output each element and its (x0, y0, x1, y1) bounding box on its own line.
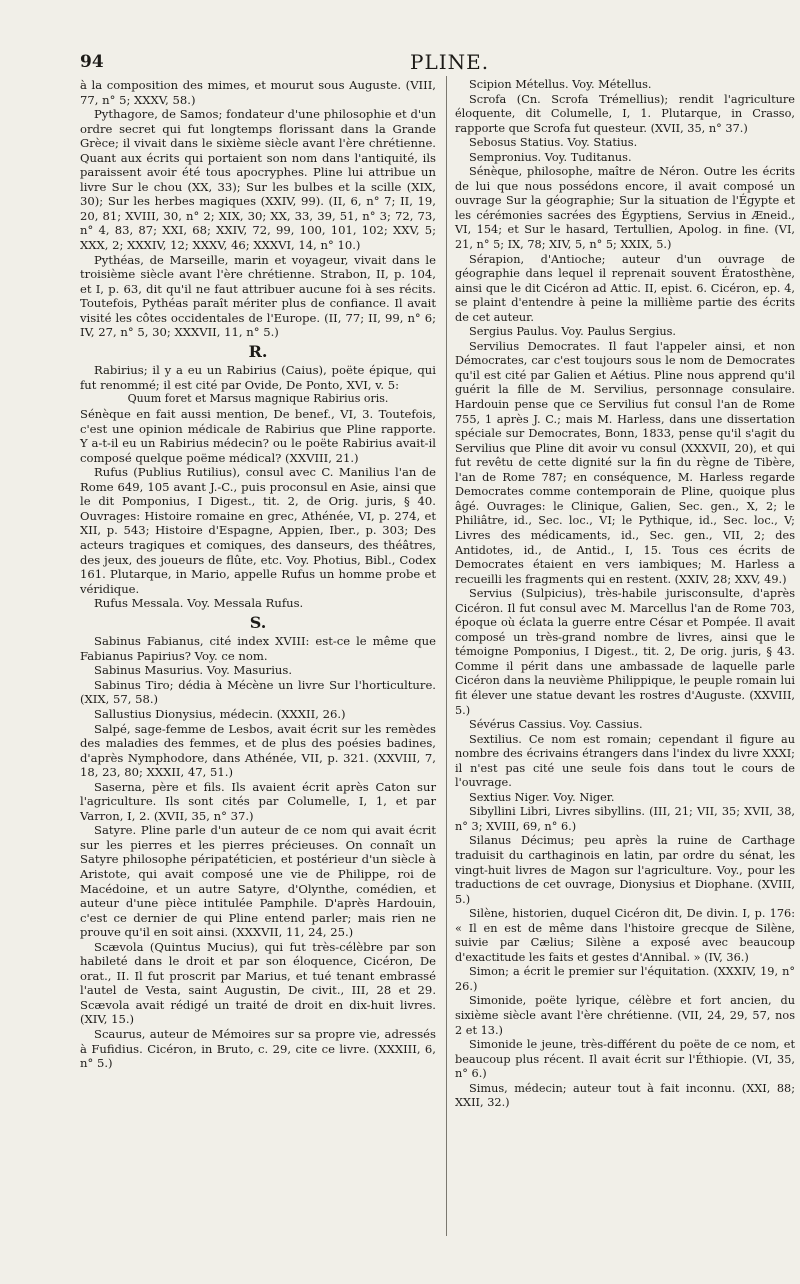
entry-paragraph: Sextilius. Ce nom est romain; cependant il figure au nombre des écrivains étrangers dans l'index du livre XXXI; il n'est pas cité une seule fois dans tout le cours de l'ouvrage. (455, 732, 795, 790)
entry-paragraph: Pythéas, de Marseille, marin et voyageur, vivait dans le troisième siècle avant l'ère chrétienne. Strabon, II, p. 104, et I, p. 63, dit qu'il ne faut attribuer aucune foi à ses récits. Toutefois, Pythéas paraît mériter plus de confiance. Il avait visité les côtes occidentales de l'Europe. (II, 77; II, 99, n° 6; IV, 27, n° 5, 30; XXXVII, 11, n° 5.) (80, 252, 436, 340)
entry-paragraph: Sallustius Dionysius, médecin. (XXXII, 26.) (94, 706, 346, 721)
entry-paragraph: Silène, historien, duquel Cicéron dit, De divin. I, p. 176: « Il en est de même dans l'histoire grecque de Silène, suivie par Cælius; Silène a exposé avec beaucoup d'exactitude les faits et gestes d'Annibal. » (IV, 36.) (455, 907, 795, 964)
entry-paragraph: Sabinus Tiro; dédia à Mécène un livre Sur l'horticulture. (XIX, 57, 58.) (80, 677, 436, 707)
entry-paragraph: Salpé, sage-femme de Lesbos, avait écrit sur les remèdes des maladies des femmes, et de plus des poésies badines, d'après Nymphodore, dans Athénée, VII, p. 321. (XXVIII, 7, 18, 23, 80; XXXII, 47, 51.) (80, 721, 436, 780)
entry-paragraph: Sergius Paulus. Voy. Paulus Sergius. (469, 325, 677, 339)
entry-paragraph: Simon; a écrit le premier sur l'équitation. (XXXIV, 19, n° 26.) (455, 965, 795, 993)
entry-paragraph: Scævola (Quintus Mucius), qui fut très-célèbre par son habileté dans le droit et par son éloquence, Cicéron, De orat., II. Il fut proscrit par Marius, et tué tenant embrassé l'autel de Vesta, saint Augustin, De civit., III, 28 et 29. Scævola avait rédigé un traité de droit en dix-huit livres. (XIV, 15.) (80, 939, 436, 1027)
entry-paragraph: Sebosus Statius. Voy. Statius. (469, 136, 638, 150)
entry-paragraph: Simonide le jeune, très-différent du poëte de ce nom, et beaucoup plus récent. Il avait écrit sur l'Éthiopie. (VI, 35, n° 6.) (455, 1038, 795, 1081)
entry-paragraph: Simus, médecin; auteur tout à fait inconnu. (XXI, 88; XXII, 32.) (455, 1081, 795, 1110)
page-number: 94 (80, 52, 104, 72)
entry-paragraph: Saserna, père et fils. Ils avaient écrit après Caton sur l'agriculture. Ils sont cités par Columelle, I, 1, et par Varron, I, 2. (XVII, 35, n° 37.) (80, 779, 436, 823)
entry-paragraph: Rufus (Publius Rutilius), consul avec C. Manilius l'an de Rome 649, 105 avant J.-C., puis proconsul en Asie, ainsi que le dit Pomponius, I Digest., tit. 2, de Orig. juris, § 40. Ouvrages: Histoire romaine en grec, Athénée, VI, p. 274, et XII, p. 543; Histoire d'Espagne, Appien, Iber., p. 303; Des acteurs tragiques et comiques, des danseurs, des théâtres, des jeux, des joueurs de flûte, etc. Voy. Photius, Bibl., Codex 161. Plutarque, in Mario, appelle Rufus un homme probe et véridique. (80, 465, 436, 596)
entry-paragraph: Sérapion, d'Antioche; auteur d'un ouvrage de géographie dans lequel il reprenait souvent Ératosthène, ainsi que le dit Cicéron ad Attic. II, epist. 6. Cicéron, ep. 4, se plaint d'entendre à peine la millième partie des écrits de cet auteur. (455, 252, 795, 324)
entry-paragraph: Rabirius; il y a eu un Rabirius (Caius), poëte épique, qui fut renommé; il est cité par Ovide, De Ponto, XVI, v. 5: (80, 363, 436, 392)
entry-paragraph: Satyre. Pline parle d'un auteur de ce nom qui avait écrit sur les pierres et les pierres précieuses. On connaît un Satyre philosophe péripatéticien, et postérieur d'un siècle à Aristote, qui avait composé une vie de Philippe, roi de Macédoine, et un autre Satyre, d'Olynthe, comédien, et auteur d'une pièce intitulée Pamphile. D'après Hardouin, c'est ce dernier de qui Pline entend parler; mais rien ne prouve qu'il en soit ainsi. (XXXVII, 11, 24, 25.) (80, 823, 436, 940)
column-divider (446, 76, 447, 1236)
entry-paragraph: Silanus Décimus; peu après la ruine de Carthage traduisit du carthaginois en latin, par ordre du sénat, les vingt-huit livres de Magon sur l'agriculture. Voy., pour les traductions de cet ouvrage, Dionysius et Diophane. (XVIII, 5.) (455, 834, 795, 906)
entry-paragraph: Scrofa (Cn. Scrofa Trémellius); rendit l'agriculture éloquente, dit Columelle, I, 1. Plutarque, in Crasso, rapporte que Scrofa fut questeur. (XVII, 35, n° 37.) (455, 92, 795, 135)
entry-paragraph: Sextius Niger. Voy. Niger. (469, 790, 615, 804)
entry-paragraph: Scaurus, auteur de Mémoires sur sa propre vie, adressés à Fufidius. Cicéron, in Bruto, c. 29, cite ce livre. (XXXIII, 6, n° 5.) (80, 1027, 436, 1071)
left-column (80, 78, 436, 1071)
entry-paragraph: Sénèque en fait aussi mention, De benef., VI, 3. Toutefois, c'est une opinion médicale de Rabirius que Pline rapporte. Y a-t-il eu un Rabirius médecin? ou le poëte Rabirius avait-il composé quelque poëme médical? (XXVIII, 21.) (80, 407, 436, 465)
entry-paragraph: Sempronius. Voy. Tuditanus. (469, 150, 632, 164)
entry-paragraph: Rufus Messala. Voy. Messala Rufus. (94, 596, 304, 611)
entry-paragraph: Sabinus Masurius. Voy. Masurius. (94, 663, 293, 678)
entry-paragraph: Sénèque, philosophe, maître de Néron. Outre les écrits de lui que nous possédons encore, il avait composé un ouvrage Sur la géographie; Sur la situation de l'Égypte et les cérémonies sacrées des Égyptiens, Servius in Æneid., VI, 154; et Sur le hasard, Tertullien, Apolog. in fine. (VI, 21, n° 5; IX, 78; XIV, 5, n° 5; XXIX, 5.) (455, 165, 795, 252)
entry-paragraph: Servilius Democrates. Il faut l'appeler ainsi, et non Démocrates, car c'est toujours sous le nom de Democrates qu'il est cité par Galien et Aétius. Pline nous apprend qu'il guérit la fille de M. Servilius, personnage consulaire. Hardouin pense que ce Servilius fut consul l'an de Rome 755, 1 après J. C.; mais M. Harless, dans une dissertation spéciale sur Democrates, Bonn, 1833, pense qu'il s'agit du Servilius que Pline dit avoir vu consul (XXXVII, 20), et qui fut revêtu de cette dignité sur la fin du règne de Tibère, l'an de Rome 787; en conséquence, M. Harless regarde Democrates comme contemporain de Pline, quoique plus âgé. Ouvrages: le Clinique, Galien, Sec. gen., X, 2; le Philiâtre, id., Sec. loc., VI; le Pythique, id., Sec. loc., V; Livres des médicaments, id., Sec. gen., VII, 2; des Antidotes, id., de Antid., I, 15. Tous ces écrits de Democrates étaient en vers iambiques; M. Harless a recueilli les fragments qui en restent. (XXIV, 28; XXV, 49.) (455, 339, 795, 586)
entry-paragraph: Sabinus Fabianus, cité index XVIII: est-ce le même que Fabianus Papirius? Voy. ce nom. (80, 634, 436, 663)
right-column (455, 78, 795, 1111)
running-title: PLINE. (410, 50, 490, 74)
entry-paragraph: Simonide, poëte lyrique, célèbre et fort ancien, du sixième siècle avant l'ère chrétienne. (VII, 24, 29, 57, nos 2 et 13.) (455, 994, 795, 1037)
entry-paragraph: Sibyllini Libri, Livres sibyllins. (III, 21; VII, 35; XVII, 38, n° 3; XVIII, 69, n° 6.) (455, 805, 795, 833)
section-letter: S. (249, 612, 267, 632)
entry-paragraph: Scipion Métellus. Voy. Métellus. (469, 78, 652, 91)
page-header (80, 52, 770, 76)
entry-paragraph: Sévérus Cassius. Voy. Cassius. (469, 718, 643, 732)
section-letter: R. (248, 341, 268, 361)
entry-paragraph: Pythagore, de Samos; fondateur d'une philosophie et d'un ordre secret qui fut longtemps florissant dans la Grande Grèce; il vivait dans le sixième siècle avant l'ère chrétienne. Quant aux écrits qui portaient son nom dans l'antiquité, ils paraissent avoir été tous apocryphes. Pline lui attribue un livre Sur le chou (XX, 33); Sur les bulbes et la scille (XIX, 30); Sur les herbes magiques (XXIV, 99). (II, 6, n° 7; II, 19, 20, 81; XVIII, 30, n° 2; XIX, 30; XX, 33, 39, 51, n° 3; 72, 73, n° 4, 83, 87; XXI, 68; XXIV, 72, 99, 100, 101, 102; XXV, 5; XXX, 2; XXXIV, 12; XXXV, 46; XXXVI, 14, n° 10.) (80, 107, 436, 253)
entry-paragraph: Servius (Sulpicius), très-habile jurisconsulte, d'après Cicéron. Il fut consul avec M. Marcellus l'an de Rome 703, époque où éclata la guerre entre César et Pompée. Il avait composé un très-grand nombre de livres, ainsi que le témoigne Pomponius, I Digest., tit. 2, De orig. juris, § 43. Comme il périt dans une ambassade de laquelle parle Cicéron dans la neuvième Philippique, le peuple romain lui fit élever une statue devant les rostres d'Auguste. (XXVIII, 5.) (455, 587, 795, 717)
entry-paragraph: à la composition des mimes, et mourut sous Auguste. (VIII, 77, n° 5; XXXV, 58.) (80, 78, 436, 107)
verse-quote: Quum foret et Marsus magnique Rabirius oris. (127, 392, 389, 406)
